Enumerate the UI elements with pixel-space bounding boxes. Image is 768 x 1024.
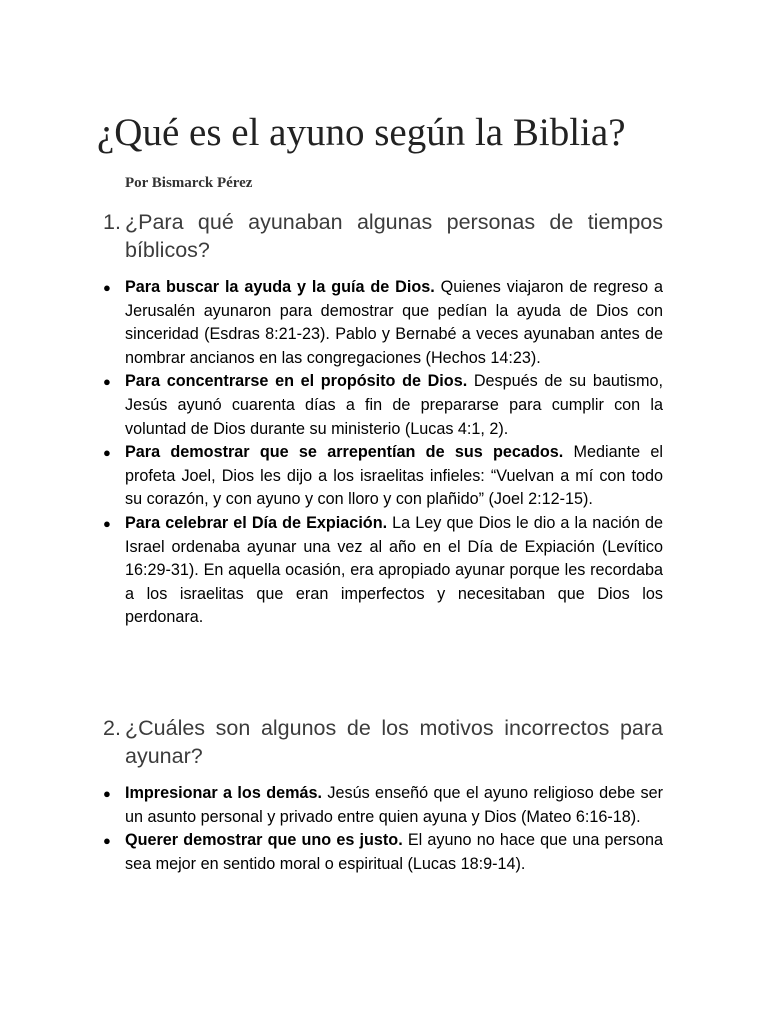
item-lead: Para buscar la ayuda y la guía de Dios. <box>125 278 435 296</box>
bullet-icon: ● <box>103 833 111 849</box>
section-1 <box>103 208 663 630</box>
item-lead: Querer demostrar que uno es justo. <box>125 831 403 850</box>
item-lead: Para demostrar que se arrepentían de sus pecados. <box>125 443 564 462</box>
list-item <box>103 782 663 829</box>
item-text: Quienes viajaron de regreso a Jerusalén ayunaron para demostrar que pedían la ayuda de Dios con sinceridad (Esdras 8:21-23). Pablo y Bernabé a veces ayunaban antes de nombrar ancianos en las congregaciones (Hechos 14:23). <box>125 278 663 367</box>
section-number: 2. <box>103 716 121 740</box>
list-item <box>103 370 663 441</box>
item-text: La Ley que Dios le dio a la nación de Israel ordenaba ayunar una vez al año en el Día de Expiación (Levítico 16:29-31). En aquella ocasión, era apropiado ayunar porque les recordaba a los israelitas que eran imperfectos y necesitaban que Dios los perdonara. <box>125 513 663 627</box>
bullet-icon: ● <box>103 280 111 295</box>
item-text: Jesús enseñó que el ayuno religioso debe ser un asunto personal y privado entre quien ayuna y Dios (Mateo 6:16-18). <box>125 784 663 826</box>
author-byline: Por Bismarck Pérez <box>125 175 253 191</box>
item-text: Después de su bautismo, Jesús ayunó cuarenta días a fin de prepararse para cumplir con la voluntad de Dios durante su ministerio (Lucas 4:1, 2). <box>125 372 663 438</box>
section-number: 1. <box>103 210 121 234</box>
bullet-icon: ● <box>103 374 111 390</box>
bullet-icon: ● <box>103 445 111 461</box>
list-item <box>103 829 663 876</box>
item-lead: Impresionar a los demás. <box>125 784 322 802</box>
section-2 <box>103 714 663 876</box>
bullet-list <box>103 782 663 876</box>
section-heading-text: ¿Cuáles son algunos de los motivos incorrectos para ayunar? <box>125 716 663 768</box>
section-heading-text: ¿Para qué ayunaban algunas personas de tiempos bíblicos? <box>125 210 663 262</box>
bullet-list <box>103 276 663 630</box>
list-item <box>103 512 663 630</box>
section-heading <box>103 208 663 264</box>
list-item <box>103 276 663 370</box>
bullet-icon: ● <box>103 786 111 801</box>
item-text: El ayuno no hace que una persona sea mejor en sentido moral o espiritual (Lucas 18:9-14). <box>125 831 663 873</box>
section-heading <box>103 714 663 770</box>
item-text: Mediante el profeta Joel, Dios les dijo a los israelitas infieles: “Vuelvan a mí con todo su corazón, y con ayuno y con lloro y con plañido” (Joel 2:12-15). <box>125 443 664 509</box>
item-lead: Para concentrarse en el propósito de Dios. <box>125 372 468 391</box>
page-title: ¿Qué es el ayuno según la Biblia? <box>97 111 626 154</box>
item-lead: Para celebrar el Día de Expiación. <box>125 513 388 532</box>
list-item <box>103 441 663 512</box>
bullet-icon: ● <box>103 515 111 531</box>
